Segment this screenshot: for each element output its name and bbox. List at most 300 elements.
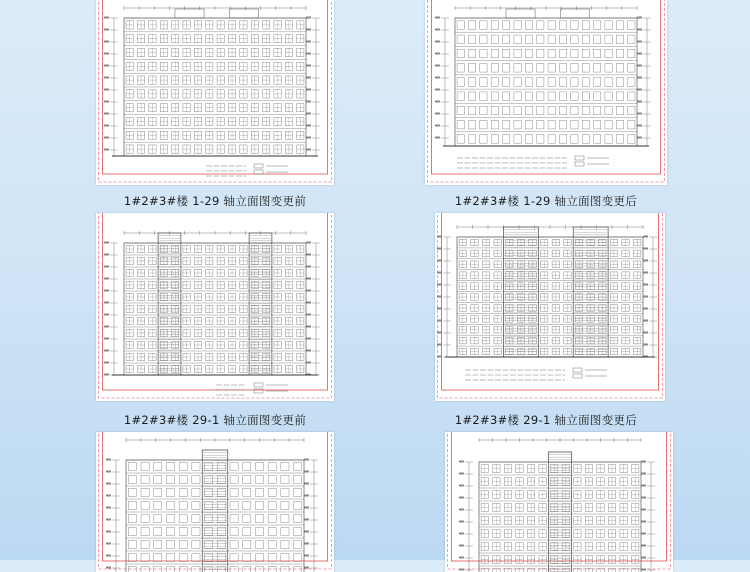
level-label: [641, 533, 646, 535]
window: [628, 64, 635, 73]
caption-elevation-29-1-after: 1#2#3#楼 29-1 轴立面图变更后: [454, 413, 638, 427]
window: [594, 64, 601, 73]
inner-frame: [432, 0, 661, 174]
level-label: [643, 344, 648, 346]
level-label: [104, 350, 109, 352]
window: [503, 106, 510, 115]
window: [255, 541, 263, 549]
window: [616, 35, 623, 44]
window: [503, 64, 510, 73]
window: [582, 35, 589, 44]
level-label: [435, 65, 440, 67]
legend-swatch: [254, 383, 263, 387]
window: [628, 92, 635, 101]
stair-tower: [548, 452, 571, 572]
window: [268, 515, 276, 523]
window: [205, 489, 213, 497]
window: [480, 78, 487, 87]
level-label: [643, 296, 648, 298]
window: [480, 120, 487, 129]
level-label: [637, 113, 642, 115]
window: [457, 64, 464, 73]
window: [582, 78, 589, 87]
window: [537, 21, 544, 30]
facade-outline: [126, 460, 304, 572]
level-label: [637, 89, 642, 91]
window: [255, 515, 263, 523]
window: [582, 64, 589, 73]
level-label: [104, 254, 109, 256]
level-label: [306, 125, 311, 127]
window: [605, 135, 612, 144]
window: [525, 92, 532, 101]
window: [559, 78, 566, 87]
window: [141, 476, 149, 484]
stair-tower: [158, 233, 181, 375]
window: [628, 78, 635, 87]
window: [559, 92, 566, 101]
window: [192, 515, 200, 523]
level-label: [643, 308, 648, 310]
window: [571, 92, 578, 101]
level-label: [306, 89, 311, 91]
level-label: [304, 507, 309, 509]
window: [582, 49, 589, 58]
level-label: [306, 290, 311, 292]
window: [141, 528, 149, 536]
window: [468, 49, 475, 58]
window: [594, 21, 601, 30]
window: [154, 463, 162, 471]
level-label: [104, 242, 109, 244]
window: [166, 463, 174, 471]
window: [628, 49, 635, 58]
window: [457, 35, 464, 44]
window: [559, 64, 566, 73]
level-label: [637, 53, 642, 55]
window: [217, 541, 225, 549]
level-label: [437, 344, 442, 346]
level-label: [641, 497, 646, 499]
level-label: [437, 260, 442, 262]
level-label: [437, 236, 442, 238]
level-label: [637, 77, 642, 79]
elevation-drawing: [425, 0, 667, 185]
window: [457, 92, 464, 101]
level-label: [459, 545, 464, 547]
window: [243, 554, 251, 562]
window: [255, 476, 263, 484]
window: [503, 49, 510, 58]
level-label: [459, 557, 464, 559]
level-label: [106, 507, 111, 509]
window: [205, 502, 213, 510]
level-label: [459, 521, 464, 523]
window: [548, 106, 555, 115]
window: [616, 135, 623, 144]
level-label: [306, 362, 311, 364]
window: [128, 528, 136, 536]
window: [192, 476, 200, 484]
level-label: [306, 242, 311, 244]
window: [243, 489, 251, 497]
drawing-elevation-29-1-before[interactable]: [96, 213, 334, 401]
drawing-side-elevation-after[interactable]: [445, 432, 673, 572]
window: [605, 35, 612, 44]
drawing-side-elevation-before[interactable]: [96, 432, 334, 572]
window: [468, 35, 475, 44]
level-label: [459, 461, 464, 463]
inner-frame: [452, 432, 667, 561]
window: [243, 476, 251, 484]
level-label: [437, 356, 442, 358]
level-label: [106, 567, 111, 569]
level-label: [304, 495, 309, 497]
window: [491, 106, 498, 115]
level-label: [643, 284, 648, 286]
elevation-drawing: [445, 432, 673, 572]
window: [514, 35, 521, 44]
level-label: [306, 29, 311, 31]
window: [255, 528, 263, 536]
window: [243, 502, 251, 510]
window: [605, 78, 612, 87]
level-label: [306, 17, 311, 19]
window: [128, 541, 136, 549]
window: [605, 64, 612, 73]
window: [205, 476, 213, 484]
level-label: [435, 113, 440, 115]
window: [205, 463, 213, 471]
window: [230, 463, 238, 471]
window: [141, 515, 149, 523]
level-label: [306, 278, 311, 280]
window: [582, 106, 589, 115]
level-label: [641, 521, 646, 523]
window: [605, 92, 612, 101]
window: [616, 120, 623, 129]
window: [525, 64, 532, 73]
level-label: [643, 332, 648, 334]
level-label: [643, 272, 648, 274]
level-label: [304, 483, 309, 485]
window: [294, 489, 302, 497]
window: [571, 49, 578, 58]
level-label: [104, 29, 109, 31]
level-label: [641, 485, 646, 487]
window: [571, 35, 578, 44]
window: [128, 502, 136, 510]
level-label: [641, 569, 646, 571]
window: [628, 21, 635, 30]
level-label: [637, 17, 642, 19]
level-label: [637, 29, 642, 31]
window: [128, 515, 136, 523]
window: [594, 92, 601, 101]
roof-structure: [175, 9, 204, 18]
window: [605, 106, 612, 115]
level-label: [641, 473, 646, 475]
window: [525, 35, 532, 44]
level-label: [106, 519, 111, 521]
window: [166, 476, 174, 484]
window: [192, 528, 200, 536]
level-label: [104, 314, 109, 316]
window: [179, 554, 187, 562]
window: [281, 554, 289, 562]
window: [243, 541, 251, 549]
window: [192, 554, 200, 562]
window: [537, 92, 544, 101]
window: [468, 92, 475, 101]
window: [605, 21, 612, 30]
window: [255, 502, 263, 510]
elevation-drawing: [96, 432, 334, 572]
level-label: [437, 308, 442, 310]
level-label: [459, 497, 464, 499]
window: [141, 554, 149, 562]
level-label: [637, 65, 642, 67]
drawing-elevation-1-29-before[interactable]: [96, 0, 334, 185]
window: [503, 120, 510, 129]
window: [294, 515, 302, 523]
window: [616, 92, 623, 101]
legend-swatch: [573, 374, 582, 378]
window: [537, 49, 544, 58]
window: [503, 135, 510, 144]
level-label: [304, 555, 309, 557]
window: [468, 21, 475, 30]
legend-swatch: [575, 156, 584, 160]
window: [230, 541, 238, 549]
window: [166, 541, 174, 549]
window: [548, 92, 555, 101]
level-label: [306, 41, 311, 43]
window: [294, 554, 302, 562]
window: [480, 49, 487, 58]
caption-elevation-1-29-before: 1#2#3#楼 1-29 轴立面图变更前: [123, 194, 307, 208]
window: [268, 528, 276, 536]
level-label: [104, 101, 109, 103]
window: [491, 78, 498, 87]
window: [605, 120, 612, 129]
level-label: [435, 77, 440, 79]
window: [491, 135, 498, 144]
window: [594, 78, 601, 87]
outer-dashed-frame: [428, 0, 665, 182]
legend-swatch: [254, 164, 263, 168]
window: [525, 21, 532, 30]
level-label: [306, 350, 311, 352]
level-label: [437, 272, 442, 274]
window: [525, 120, 532, 129]
level-label: [104, 290, 109, 292]
window: [594, 135, 601, 144]
roof-structure: [561, 9, 590, 18]
window: [166, 489, 174, 497]
window: [468, 64, 475, 73]
window: [166, 502, 174, 510]
level-label: [104, 125, 109, 127]
window: [141, 463, 149, 471]
level-label: [106, 531, 111, 533]
level-label: [306, 137, 311, 139]
window: [268, 489, 276, 497]
window: [294, 476, 302, 484]
window: [141, 541, 149, 549]
window: [503, 21, 510, 30]
window: [255, 554, 263, 562]
window: [525, 49, 532, 58]
roof-structure: [230, 9, 259, 18]
window: [179, 541, 187, 549]
window: [537, 106, 544, 115]
window: [548, 135, 555, 144]
window: [154, 554, 162, 562]
level-label: [104, 362, 109, 364]
window: [537, 78, 544, 87]
window: [548, 64, 555, 73]
level-label: [637, 41, 642, 43]
window: [480, 35, 487, 44]
window: [192, 502, 200, 510]
level-label: [643, 248, 648, 250]
level-label: [306, 77, 311, 79]
window: [205, 515, 213, 523]
window: [480, 92, 487, 101]
level-label: [104, 77, 109, 79]
window: [480, 135, 487, 144]
window: [559, 21, 566, 30]
window: [192, 463, 200, 471]
window: [268, 541, 276, 549]
window: [128, 554, 136, 562]
window: [468, 120, 475, 129]
level-label: [104, 278, 109, 280]
window: [281, 502, 289, 510]
window: [582, 120, 589, 129]
window: [480, 21, 487, 30]
level-label: [306, 326, 311, 328]
elevation-drawing: [435, 213, 665, 401]
level-label: [306, 65, 311, 67]
level-label: [435, 17, 440, 19]
window: [166, 515, 174, 523]
window: [154, 515, 162, 523]
window: [294, 502, 302, 510]
window: [179, 502, 187, 510]
level-label: [637, 125, 642, 127]
window: [514, 120, 521, 129]
window: [205, 528, 213, 536]
window: [571, 78, 578, 87]
level-label: [106, 483, 111, 485]
level-label: [641, 545, 646, 547]
window: [468, 135, 475, 144]
window: [230, 476, 238, 484]
window: [154, 502, 162, 510]
level-label: [643, 320, 648, 322]
window: [491, 120, 498, 129]
window: [268, 502, 276, 510]
level-label: [437, 248, 442, 250]
window: [243, 515, 251, 523]
level-label: [459, 473, 464, 475]
inner-frame: [103, 213, 328, 390]
drawing-elevation-29-1-after[interactable]: [435, 213, 665, 401]
window: [141, 502, 149, 510]
window: [294, 463, 302, 471]
window: [179, 528, 187, 536]
window: [141, 489, 149, 497]
window: [628, 135, 635, 144]
legend-swatch: [254, 170, 263, 174]
window: [243, 528, 251, 536]
level-label: [641, 509, 646, 511]
window: [514, 92, 521, 101]
window: [243, 463, 251, 471]
level-label: [106, 495, 111, 497]
window: [268, 476, 276, 484]
window: [154, 528, 162, 536]
level-label: [304, 459, 309, 461]
level-label: [435, 125, 440, 127]
window: [582, 135, 589, 144]
level-label: [104, 137, 109, 139]
window: [166, 554, 174, 562]
level-label: [304, 531, 309, 533]
window: [179, 476, 187, 484]
window: [230, 515, 238, 523]
window: [594, 35, 601, 44]
window: [268, 463, 276, 471]
level-label: [459, 533, 464, 535]
window: [525, 78, 532, 87]
window: [255, 489, 263, 497]
window: [480, 106, 487, 115]
window: [192, 541, 200, 549]
window: [491, 21, 498, 30]
window: [582, 21, 589, 30]
window: [457, 78, 464, 87]
window: [281, 463, 289, 471]
window: [230, 489, 238, 497]
window: [503, 35, 510, 44]
window: [457, 135, 464, 144]
window: [468, 106, 475, 115]
drawing-elevation-1-29-after[interactable]: [425, 0, 667, 185]
window: [594, 49, 601, 58]
window: [548, 35, 555, 44]
window: [128, 476, 136, 484]
window: [230, 502, 238, 510]
facade-outline: [455, 18, 637, 146]
window: [457, 106, 464, 115]
level-label: [437, 332, 442, 334]
level-label: [435, 29, 440, 31]
level-label: [437, 320, 442, 322]
level-label: [459, 569, 464, 571]
level-label: [104, 302, 109, 304]
level-label: [637, 101, 642, 103]
level-label: [104, 266, 109, 268]
elevation-drawing: [96, 0, 334, 185]
window: [503, 92, 510, 101]
window: [628, 120, 635, 129]
level-label: [304, 471, 309, 473]
level-label: [637, 137, 642, 139]
level-label: [104, 374, 109, 376]
